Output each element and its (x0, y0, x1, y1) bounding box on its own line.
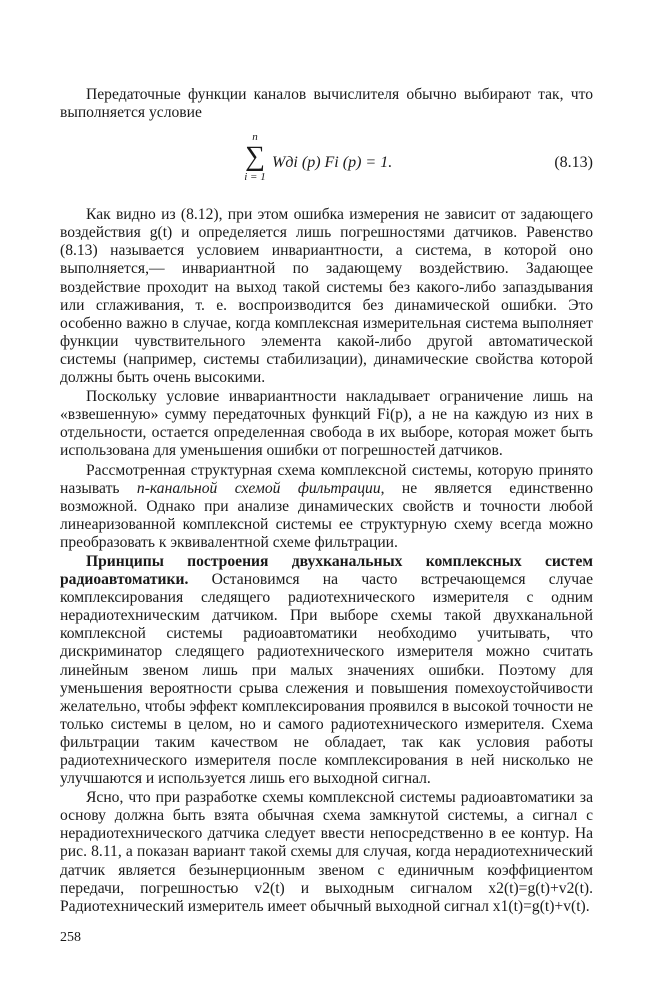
summation (242, 130, 268, 184)
paragraph-2: Как видно из (8.12), при этом ошибка измерения не зависит от задающего воздействия g(t) и определяется лишь погрешностями датчиков. Равенство (8.13) называется условием инвариантности, а система, в которой оно выполняется,— инвариантной по задающему воздействию. Задающее воздействие проходит на выход такой системы без какого-либо запаздывания или сглаживания, т. е. воспроизводится без динамической ошибки. Это особенно важно в случае, когда комплексная измерительная система выполняет функции чувствительного элемента какой-либо другой автоматической системы (например, системы стабилизации), динамические свойства которой должны быть очень высокими. (60, 206, 593, 387)
sigma-symbol: ∑ (245, 141, 265, 173)
paragraph-6: Ясно, что при разработке схемы комплексной системы радиоавтоматики за основу должна быть взята обычная схема замкнутой системы, а сигнал с нерадиотехнического датчика следует ввести непосредственно в ее контур. На рис. 8.11, а показан вариант такой схемы для случая, когда нерадиотехнический датчик является безынерционным звеном с единичным коэффициентом передачи, погрешностью v2(t) и выходным сигналом x2(t)=g(t)+v2(t). Радиотехнический измеритель имеет обычный выходной сигнал x1(t)=g(t)+v(t). (60, 789, 593, 915)
section-heading: Принципы построения двухканальных комплексных систем радиоавтоматики. (60, 552, 593, 589)
term-filtration-scheme: n-канальной схемой фильтрации (136, 479, 381, 497)
page-number: 258 (60, 930, 81, 945)
paragraph-4-end: , не является единственно возможной. Однако при анализе динамических свойств и точности любой линеаризованной комплексной системы ее структурную схему всегда можно преобразовать к эквивалентной схеме фильтрации. (60, 479, 593, 551)
equation-number: (8.13) (554, 154, 593, 172)
sum-upper-limit: n (252, 131, 258, 144)
paragraph-4-start: Рассмотренная структурная схема комплексной системы, которую принято называть (60, 461, 593, 497)
sum-lower-limit: i = 1 (244, 171, 266, 184)
paragraph-1: Передаточные функции каналов вычислителя обычно выбирают так, что выполняется условие (60, 86, 593, 122)
equation-8-13 (60, 124, 593, 206)
paragraph-5-body: Остановимся на часто встречающемся случае комплексирования следящего радиотехнического измерителя с одним нерадиотехническим датчиком. При выборе схемы такой двухканальной комплексной системы радиоавтоматики необходимо учитывать, что дискриминатор следящего радиотехнического измерителя можно считать линейным звеном лишь при малых значениях ошибки. Поэтому для уменьшения вероятности срыва слежения и повышения помехоустойчивости желательно, чтобы эффект комплексирования проявился в высокой точности не только системы в целом, но и самого радиотехнического измерителя. Схема фильтрации таким качеством не обладает, так как условия работы радиотехнического измерителя после комплексирования в ней нисколько не улучшаются и используется лишь его выходной сигнал. (60, 571, 593, 788)
paragraph-4 (60, 462, 593, 552)
equation-expression: Wдi (p) Fi (p) = 1. (272, 154, 393, 172)
paragraph-3: Поскольку условие инвариантности накладывает ограничение лишь на «взвешенную» сумму передаточных функций Fi(p), а не на каждую из них в отдельности, остается определенная свобода в их выборе, которая может быть использована для уменьшения ошибки от погрешностей датчиков. (60, 388, 593, 460)
paragraph-5 (60, 553, 593, 788)
page-body (60, 86, 593, 916)
